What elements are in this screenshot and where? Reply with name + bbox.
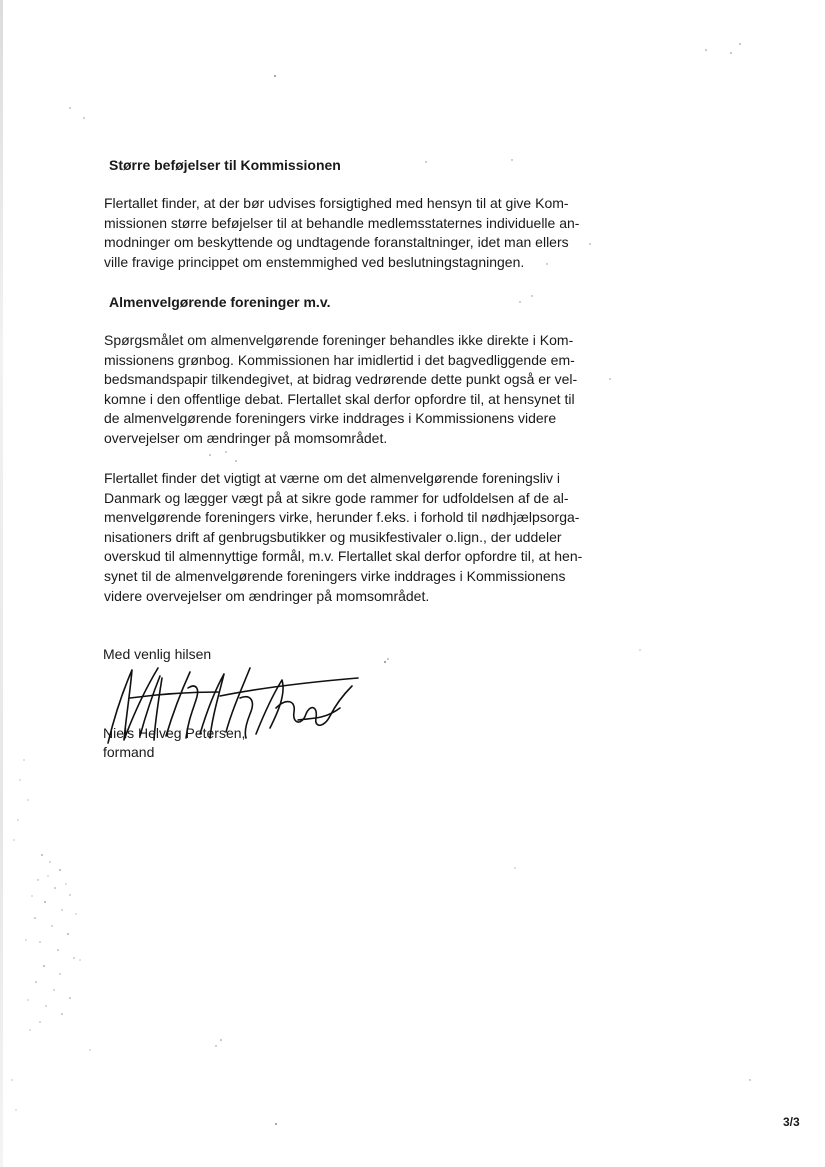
text-line: bedsmandspapir tilkendegivet, at bidrag vedrørende dette punkt også er vel- bbox=[104, 371, 578, 388]
text-line: Flertallet finder det vigtigt at værne om det almenvelgørende foreningsliv i bbox=[104, 470, 560, 486]
section-heading-2: Almenvelgørende foreninger m.v. bbox=[109, 294, 331, 310]
signatory-name: Niels Helveg Petersen, bbox=[103, 725, 246, 741]
text-line: missionens grønbog. Kommissionen har imidlertid i det bagvedliggende em- bbox=[104, 351, 575, 368]
section-1-paragraph-1 bbox=[104, 194, 604, 272]
text-line: synet til de almenvelgørende foreningers virke inddrages i Kommissionens bbox=[104, 567, 566, 584]
text-line: komne i den offentlige debat. Flertallet skal derfor opfordre til, at hensynet til bbox=[104, 390, 575, 407]
text-line: videre overvejelser om ændringer på momsområdet. bbox=[104, 587, 430, 604]
text-line: ville fravige princippet om enstemmighed ved beslutningstagningen. bbox=[104, 253, 525, 270]
text-line: nisationers drift af genbrugsbutikker og musikfestivaler o.lign., der uddeler bbox=[104, 528, 562, 545]
text-line: de almenvelgørende foreningers virke inddrages i Kommissionens videre bbox=[104, 410, 557, 427]
section-heading-1: Større beføjelser til Kommissionen bbox=[109, 157, 341, 173]
handwritten-signature bbox=[100, 648, 360, 753]
text-line: Spørgsmålet om almenvelgørende foreninger behandles ikke direkte i Kom- bbox=[104, 332, 574, 348]
page-number: 3/3 bbox=[783, 1115, 800, 1129]
text-line: Flertallet finder, at der bør udvises forsigtighed med hensyn til at give Kom- bbox=[104, 195, 569, 211]
text-line: missionen større beføjelser til at behandle medlemsstaternes individuelle an- bbox=[104, 214, 580, 231]
text-line: overskud til almennyttige formål, m.v. Flertallet skal derfor opfordre til, at hen- bbox=[104, 548, 583, 565]
text-line: menvelgørende foreningers virke, herunder f.eks. i forhold til nødhjælpsorga- bbox=[104, 509, 580, 526]
signatory-role: formand bbox=[103, 744, 155, 760]
section-2-paragraph-1 bbox=[104, 331, 604, 449]
closing-greeting: Med venlig hilsen bbox=[103, 646, 212, 662]
scan-edge bbox=[0, 0, 3, 1167]
text-line: Danmark og lægger vægt på at sikre gode rammer for udfoldelsen af de al- bbox=[104, 489, 569, 506]
text-line: modninger om beskyttende og undtagende foranstaltninger, idet man ellers bbox=[104, 234, 569, 251]
section-2-paragraph-2 bbox=[104, 469, 604, 606]
text-line: overvejelser om ændringer på momsområdet. bbox=[104, 429, 388, 446]
